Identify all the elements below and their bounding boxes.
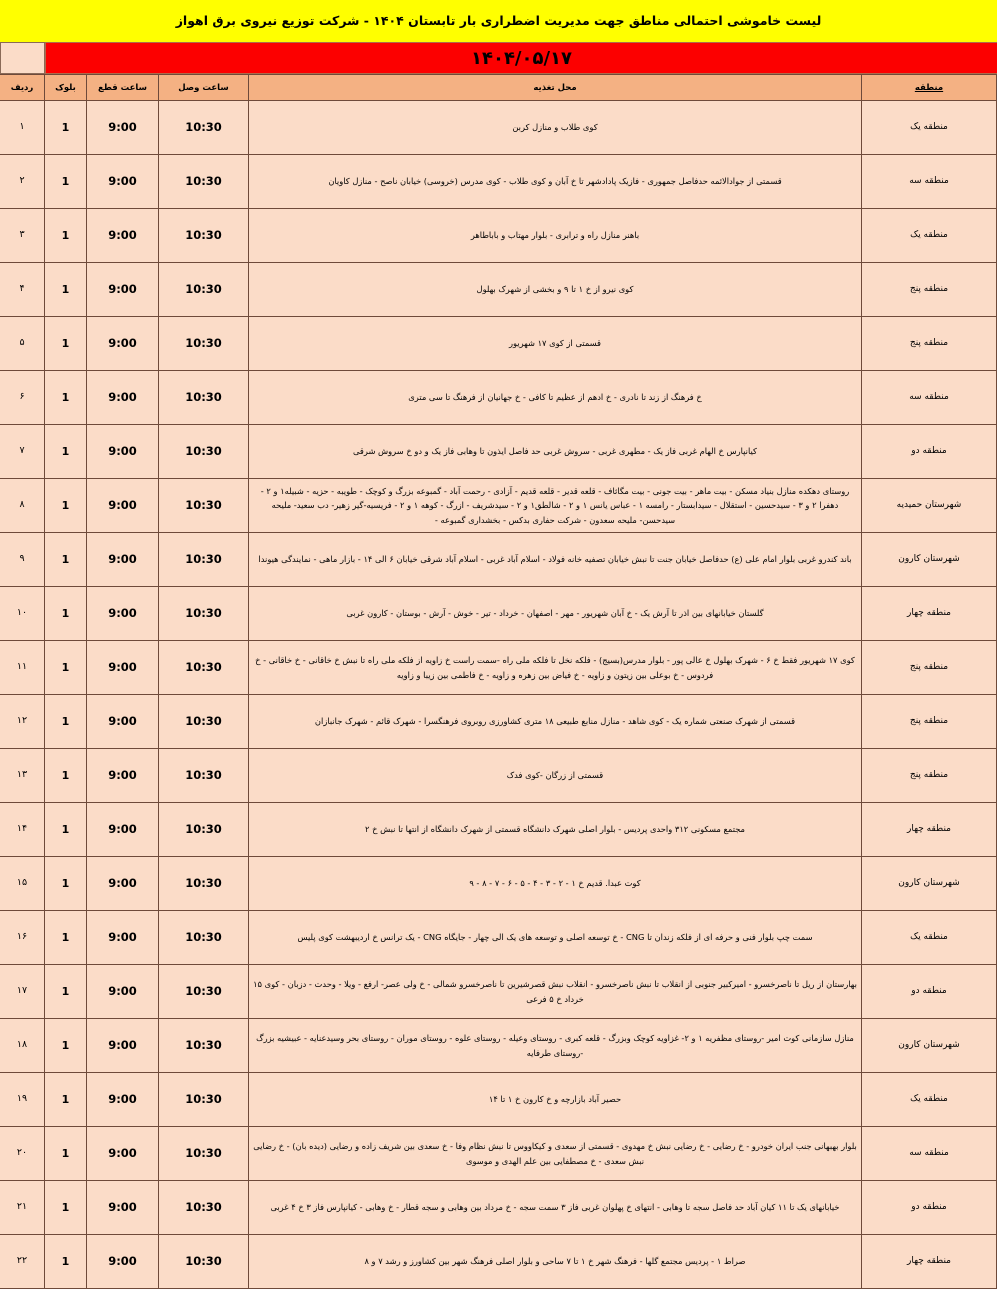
restore-time-cell: 10:30 [159,155,249,209]
restore-time-cell: 10:30 [159,911,249,965]
schedule-date: ۱۴۰۴/۰۵/۱۷ [470,47,573,69]
restore-time-cell: 10:30 [159,209,249,263]
row-number-cell: ۱۲ [0,695,45,749]
row-number-cell: ۹ [0,533,45,587]
table-row [0,1019,997,1073]
restore-time-cell: 10:30 [159,1235,249,1289]
block-cell: 1 [45,101,87,155]
date-banner [45,42,997,74]
feeder-location-cell: خیابانهای یک تا ۱۱ کیان آباد حد فاصل سجه تا وهابی - انتهای خ پهلوان غربی فاز ۳ سمت سجه - خ مرداد بین وهابی و سجه قطار - خ وهابی - کیانپارس فاز ۳ خ ۴ غربی [249,1181,862,1235]
outage-time-cell: 9:00 [87,425,159,479]
column-header-blok: بلوک [45,75,87,101]
row-number-cell: ۱۶ [0,911,45,965]
region-cell: منطقه سه [862,371,997,425]
date-row [0,42,997,74]
row-number-cell: ۱ [0,101,45,155]
outage-time-cell: 9:00 [87,587,159,641]
table-row [0,101,997,155]
row-number-cell: ۱۹ [0,1073,45,1127]
table-row [0,965,997,1019]
row-number-cell: ۱۳ [0,749,45,803]
outage-time-cell: 9:00 [87,1127,159,1181]
row-number-cell: ۲۱ [0,1181,45,1235]
table-row [0,1181,997,1235]
row-number-cell: ۱۵ [0,857,45,911]
block-cell: 1 [45,479,87,533]
block-cell: 1 [45,425,87,479]
block-cell: 1 [45,1127,87,1181]
table-row [0,587,997,641]
restore-time-cell: 10:30 [159,857,249,911]
outage-time-cell: 9:00 [87,1073,159,1127]
feeder-location-cell: کوی طلاب و منازل کربن [249,101,862,155]
restore-time-cell: 10:30 [159,695,249,749]
region-cell: منطقه یک [862,209,997,263]
row-number-cell: ۸ [0,479,45,533]
block-cell: 1 [45,695,87,749]
block-cell: 1 [45,965,87,1019]
feeder-location-cell: کوی ۱۷ شهریور فقط خ ۶ - شهرک بهلول خ عالی پور - بلوار مدرس(بسیج) - فلکه نخل تا فلکه ملی راه -سمت راست خ زاویه از فلکه ملی راه تا نبش خ خاقانی - خ خاقانی - خ فردوس - خ بوعلی بین زیتون و زاویه - خ فیاض بین زهره و زاویه - خ فاطمی بین زیبا و زاویه [249,641,862,695]
feeder-location-cell: کیانپارس خ الهام غربی فاز یک - مطهری غربی - سروش غربی حد فاصل ایذون تا وهابی فاز یک و دو خ سروش شرقی [249,425,862,479]
outage-time-cell: 9:00 [87,263,159,317]
table-row [0,749,997,803]
outage-time-cell: 9:00 [87,317,159,371]
region-cell: منطقه چهار [862,803,997,857]
feeder-location-cell: حصیر آباد بازارچه و خ کارون خ ۱ تا ۱۴ [249,1073,862,1127]
table-row [0,1127,997,1181]
row-number-cell: ۱۸ [0,1019,45,1073]
row-number-cell: ۵ [0,317,45,371]
restore-time-cell: 10:30 [159,803,249,857]
feeder-location-cell: خ فرهنگ از زند تا نادری - خ ادهم از عظیم تا کافی - خ جهانیان از فرهنگ تا سی متری [249,371,862,425]
outage-time-cell: 9:00 [87,965,159,1019]
table-row [0,1073,997,1127]
region-cell: منطقه پنج [862,641,997,695]
region-cell: منطقه دو [862,1181,997,1235]
block-cell: 1 [45,587,87,641]
table-row [0,209,997,263]
page-title: لیست خاموشی احتمالی مناطق جهت مدیریت اضطراری بار تابستان ۱۴۰۴ - شرکت توزیع نیروی برق اهواز [175,13,822,29]
feeder-location-cell: صراط ۱ - پردیس مجتمع گلها - فرهنگ شهر خ ۱ تا ۷ ساحی و بلوار اصلی فرهنگ شهر بین کشاورز و رشد ۷ و ۸ [249,1235,862,1289]
outage-time-cell: 9:00 [87,209,159,263]
restore-time-cell: 10:30 [159,533,249,587]
column-header-mahal: محل تغذیه [249,75,862,101]
feeder-location-cell: کوی نیرو از خ ۱ تا ۹ و بخشی از شهرک بهلول [249,263,862,317]
region-cell: منطقه دو [862,425,997,479]
row-number-cell: ۲ [0,155,45,209]
feeder-location-cell: باند کندرو غربی بلوار امام علی (ع) حدفاصل خیابان جنت تا نبش خیابان تصفیه خانه فولاد - اسلام آباد غربی - اسلام آباد شرقی خیابان ۶ الی ۱۴ - بازار ماهی - نمایندگی هیوندا [249,533,862,587]
feeder-location-cell: کوت عبدا. قدیم خ ۱ - ۲ - ۳ - ۴ - ۵ - ۶ - ۷ - ۸ - ۹ [249,857,862,911]
outage-time-cell: 9:00 [87,479,159,533]
outage-table [0,74,997,1289]
column-header-ghat: ساعت قطع [87,75,159,101]
block-cell: 1 [45,1181,87,1235]
outage-time-cell: 9:00 [87,155,159,209]
restore-time-cell: 10:30 [159,587,249,641]
outage-time-cell: 9:00 [87,911,159,965]
feeder-location-cell: باهنر منازل راه و ترابری - بلوار مهتاب و باباطاهر [249,209,862,263]
region-cell: منطقه پنج [862,263,997,317]
date-row-corner-cell [0,42,45,74]
region-cell: منطقه دو [862,965,997,1019]
title-banner [0,0,997,42]
restore-time-cell: 10:30 [159,749,249,803]
region-cell: شهرستان کارون [862,1019,997,1073]
region-cell: شهرستان حمیدیه [862,479,997,533]
block-cell: 1 [45,641,87,695]
row-number-cell: ۱۰ [0,587,45,641]
feeder-location-cell: قسمتی از کوی ۱۷ شهریور [249,317,862,371]
row-number-cell: ۷ [0,425,45,479]
restore-time-cell: 10:30 [159,641,249,695]
row-number-cell: ۲۲ [0,1235,45,1289]
row-number-cell: ۶ [0,371,45,425]
table-row [0,425,997,479]
row-number-cell: ۴ [0,263,45,317]
region-cell: منطقه چهار [862,1235,997,1289]
restore-time-cell: 10:30 [159,1181,249,1235]
table-row [0,1235,997,1289]
block-cell: 1 [45,263,87,317]
restore-time-cell: 10:30 [159,317,249,371]
feeder-location-cell: بهارستان از ریل تا ناصرخسرو - امیرکبیر جنوبی از انقلاب تا نبش ناصرخسرو - انقلاب نبش قصرشیرین تا ناصرخسرو شمالی - خ ولی عصر- ارفع - ویلا - وحدت - دزبان - کوی ۱۵ خرداد خ ۵ فرعی [249,965,862,1019]
block-cell: 1 [45,911,87,965]
block-cell: 1 [45,209,87,263]
region-cell: شهرستان کارون [862,533,997,587]
region-cell: منطقه سه [862,155,997,209]
outage-time-cell: 9:00 [87,1181,159,1235]
restore-time-cell: 10:30 [159,1073,249,1127]
block-cell: 1 [45,155,87,209]
block-cell: 1 [45,803,87,857]
region-cell: منطقه یک [862,911,997,965]
column-header-radif: ردیف [0,75,45,101]
table-row [0,155,997,209]
region-cell: منطقه سه [862,1127,997,1181]
row-number-cell: ۱۴ [0,803,45,857]
outage-time-cell: 9:00 [87,1235,159,1289]
restore-time-cell: 10:30 [159,371,249,425]
table-body [0,101,997,1289]
row-number-cell: ۲۰ [0,1127,45,1181]
restore-time-cell: 10:30 [159,1127,249,1181]
region-cell: منطقه پنج [862,749,997,803]
table-row [0,479,997,533]
table-row [0,641,997,695]
outage-time-cell: 9:00 [87,371,159,425]
region-cell: منطقه یک [862,1073,997,1127]
outage-time-cell: 9:00 [87,857,159,911]
feeder-location-cell: قسمتی از شهرک صنعتی شماره یک - کوی شاهد - منازل منابع طبیعی ۱۸ متری کشاورزی روبروی فرهنگسرا - شهرک قائم - شهرک جانبازان [249,695,862,749]
region-cell: شهرستان کارون [862,857,997,911]
feeder-location-cell: سمت چپ بلوار فنی و حرفه ای از فلکه زندان تا CNG - خ توسعه اصلی و توسعه های یک الی چهار - جایگاه CNG - یک ترانس خ اردیبهشت کوی پلیس [249,911,862,965]
restore-time-cell: 10:30 [159,101,249,155]
table-row [0,695,997,749]
row-number-cell: ۱۱ [0,641,45,695]
table-header-row [0,75,997,101]
table-row [0,317,997,371]
outage-time-cell: 9:00 [87,803,159,857]
column-header-mantaghe-label: منطقه [914,82,944,93]
region-cell: منطقه پنج [862,695,997,749]
outage-time-cell: 9:00 [87,695,159,749]
table-row [0,857,997,911]
table-header [0,75,997,101]
table-row [0,371,997,425]
restore-time-cell: 10:30 [159,425,249,479]
feeder-location-cell: گلستان خیابانهای بین اذر تا آرش یک - خ آبان شهریور - مهر - اصفهان - خرداد - تیر - خوش - آرش - بوستان - کارون غربی [249,587,862,641]
outage-time-cell: 9:00 [87,749,159,803]
restore-time-cell: 10:30 [159,263,249,317]
block-cell: 1 [45,1235,87,1289]
block-cell: 1 [45,1019,87,1073]
feeder-location-cell: روستای دهکده منازل بنیاد مسکن - بیت ماهر - بیت جونی - بیت مگاثاف - قلعه قدیر - قلعه قدیم - آزادی - رحمت آباد - گمبوعه بزرگ و کوچک - طویبه - حزیه - شبیله۱ و ۲ - دهفرا ۲ و ۳ - سیدحسین - استقلال - سیدابستار - رامسه ۱ - عباس یانس ۱ و ۲ - شالطق۱ و ۲ - سیدشریف - ازرگ - کوهه ۱ و ۲ - فریسیه-گیر زهیر- دب سعید- ملیحه سیدحسن- ملیحه سعدون - شرکت حفاری بدکس - بخشداری گمبوعه - [249,479,862,533]
feeder-location-cell: قسمتی از جوادالائمه حدفاصل جمهوری - فازیک پادادشهر تا خ آبان و کوی طلاب - کوی مدرس (خروسی) خیابان ناصح - منازل کاویان [249,155,862,209]
table-row [0,533,997,587]
block-cell: 1 [45,749,87,803]
restore-time-cell: 10:30 [159,479,249,533]
column-header-mantaghe [862,75,997,101]
feeder-location-cell: منازل سازمانی کوت امیر -روستای مظفریه ۱ و ۲- غزاویه کوچک وبزرگ - قلعه کبری - روستای وعیله - روستای علوه - روستای موران - روستای بحر وسیدعنایه - عبیشیه بزرگ -روستای طرفایه [249,1019,862,1073]
feeder-location-cell: مجتمع مسکونی ۳۱۲ واحدی پردیس - بلوار اصلی شهرک دانشگاه قسمتی از شهرک دانشگاه از انتها تا نبش خ ۲ [249,803,862,857]
row-number-cell: ۳ [0,209,45,263]
outage-time-cell: 9:00 [87,641,159,695]
block-cell: 1 [45,857,87,911]
table-row [0,911,997,965]
feeder-location-cell: قسمتی از زرگان -کوی فدک [249,749,862,803]
region-cell: منطقه یک [862,101,997,155]
outage-time-cell: 9:00 [87,101,159,155]
block-cell: 1 [45,317,87,371]
row-number-cell: ۱۷ [0,965,45,1019]
block-cell: 1 [45,1073,87,1127]
region-cell: منطقه چهار [862,587,997,641]
restore-time-cell: 10:30 [159,965,249,1019]
block-cell: 1 [45,371,87,425]
outage-time-cell: 9:00 [87,533,159,587]
outage-time-cell: 9:00 [87,1019,159,1073]
block-cell: 1 [45,533,87,587]
table-row [0,803,997,857]
restore-time-cell: 10:30 [159,1019,249,1073]
table-row [0,263,997,317]
feeder-location-cell: بلوار بهبهانی جنب ایران خودرو - خ رضایی - خ رضایی نبش خ مهدوی - قسمتی از سعدی و کیکاووس تا نبش نظام وفا - خ سعدی بین شریف زاده و رضایی (دیده بان) - خ رضایی نبش سعدی - خ مصطفایی بین علم الهدی و موسوی [249,1127,862,1181]
column-header-vasl: ساعت وصل [159,75,249,101]
region-cell: منطقه پنج [862,317,997,371]
